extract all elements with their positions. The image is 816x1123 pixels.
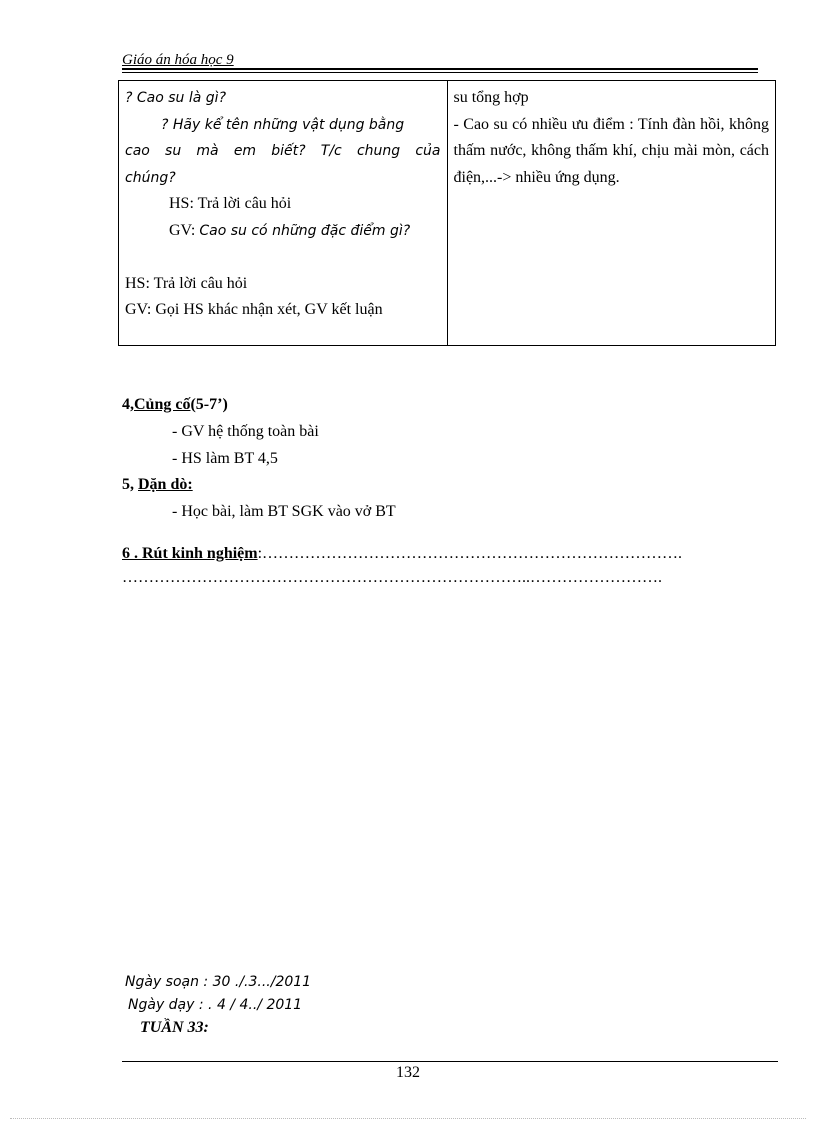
question-items-line1: ? Hãy kể tên những vật dụng bằng [161, 116, 405, 133]
page-header-title: Giáo án hóa học 9 [122, 52, 234, 68]
blank-line [125, 244, 441, 271]
week-label: TUẦN 33: [140, 1019, 209, 1036]
content-cell [447, 81, 776, 346]
section-6-title: 6 . Rút kinh nghiệm [122, 545, 258, 562]
gv-conclusion: GV: Gọi HS khác nhận xét, GV kết luận [125, 301, 383, 318]
gv-question-text: Cao su có những đặc điểm gì? [199, 222, 411, 239]
section-6-dots-2: …………………………………………………………………..……………………. [122, 569, 662, 586]
question-rubber: ? Cao su là gì? [125, 90, 226, 106]
section-5-number: 5, [122, 476, 138, 493]
header-rule [122, 68, 758, 70]
gv-question-line [125, 218, 441, 245]
question-items-line2: cao su mà em biết? T/c chung của [125, 143, 441, 159]
section-5-title: Dặn dò: [138, 476, 193, 493]
content-paragraph: - Cao su có nhiều ưu điểm : Tính đàn hồi, không thấm nước, không thấm khí, chịu mài mòn, cách điện,...-> nhiều ứng dụng. [453, 115, 769, 186]
prep-date: Ngày soạn : 30 ./.3.../2011 [125, 974, 312, 990]
page-number: 132 [396, 1064, 420, 1081]
content-line-1: su tổng hợp [453, 89, 529, 106]
section-4-time: (5-7’) [190, 396, 228, 413]
section-4-title: Củng cố [134, 396, 191, 413]
teacher-activity-cell [119, 81, 448, 346]
section-6-heading [122, 545, 682, 563]
header-rule-thin [122, 72, 758, 73]
section-5-heading [122, 476, 193, 494]
hs-answer-1: HS: Trả lời câu hỏi [169, 195, 292, 212]
page-edge-dots [10, 1118, 806, 1119]
teach-date: Ngày dạy : . 4 / 4../ 2011 [128, 997, 303, 1013]
section-5-item-1: - Học bài, làm BT SGK vào vở BT [172, 503, 396, 520]
section-4-number: 4, [122, 396, 134, 413]
section-4-heading [122, 396, 228, 414]
lesson-table [118, 80, 776, 346]
footer-rule [122, 1061, 778, 1062]
hs-answer-2: HS: Trả lời câu hỏi [125, 274, 248, 292]
question-items-line3: chúng? [125, 169, 176, 186]
section-4-item-1: - GV hệ thống toàn bài [172, 423, 319, 440]
gv-prefix: GV: [169, 221, 200, 239]
section-4-item-2: - HS làm BT 4,5 [172, 450, 278, 467]
section-6-dots-1: :……………………………………………………………………. [257, 545, 683, 562]
